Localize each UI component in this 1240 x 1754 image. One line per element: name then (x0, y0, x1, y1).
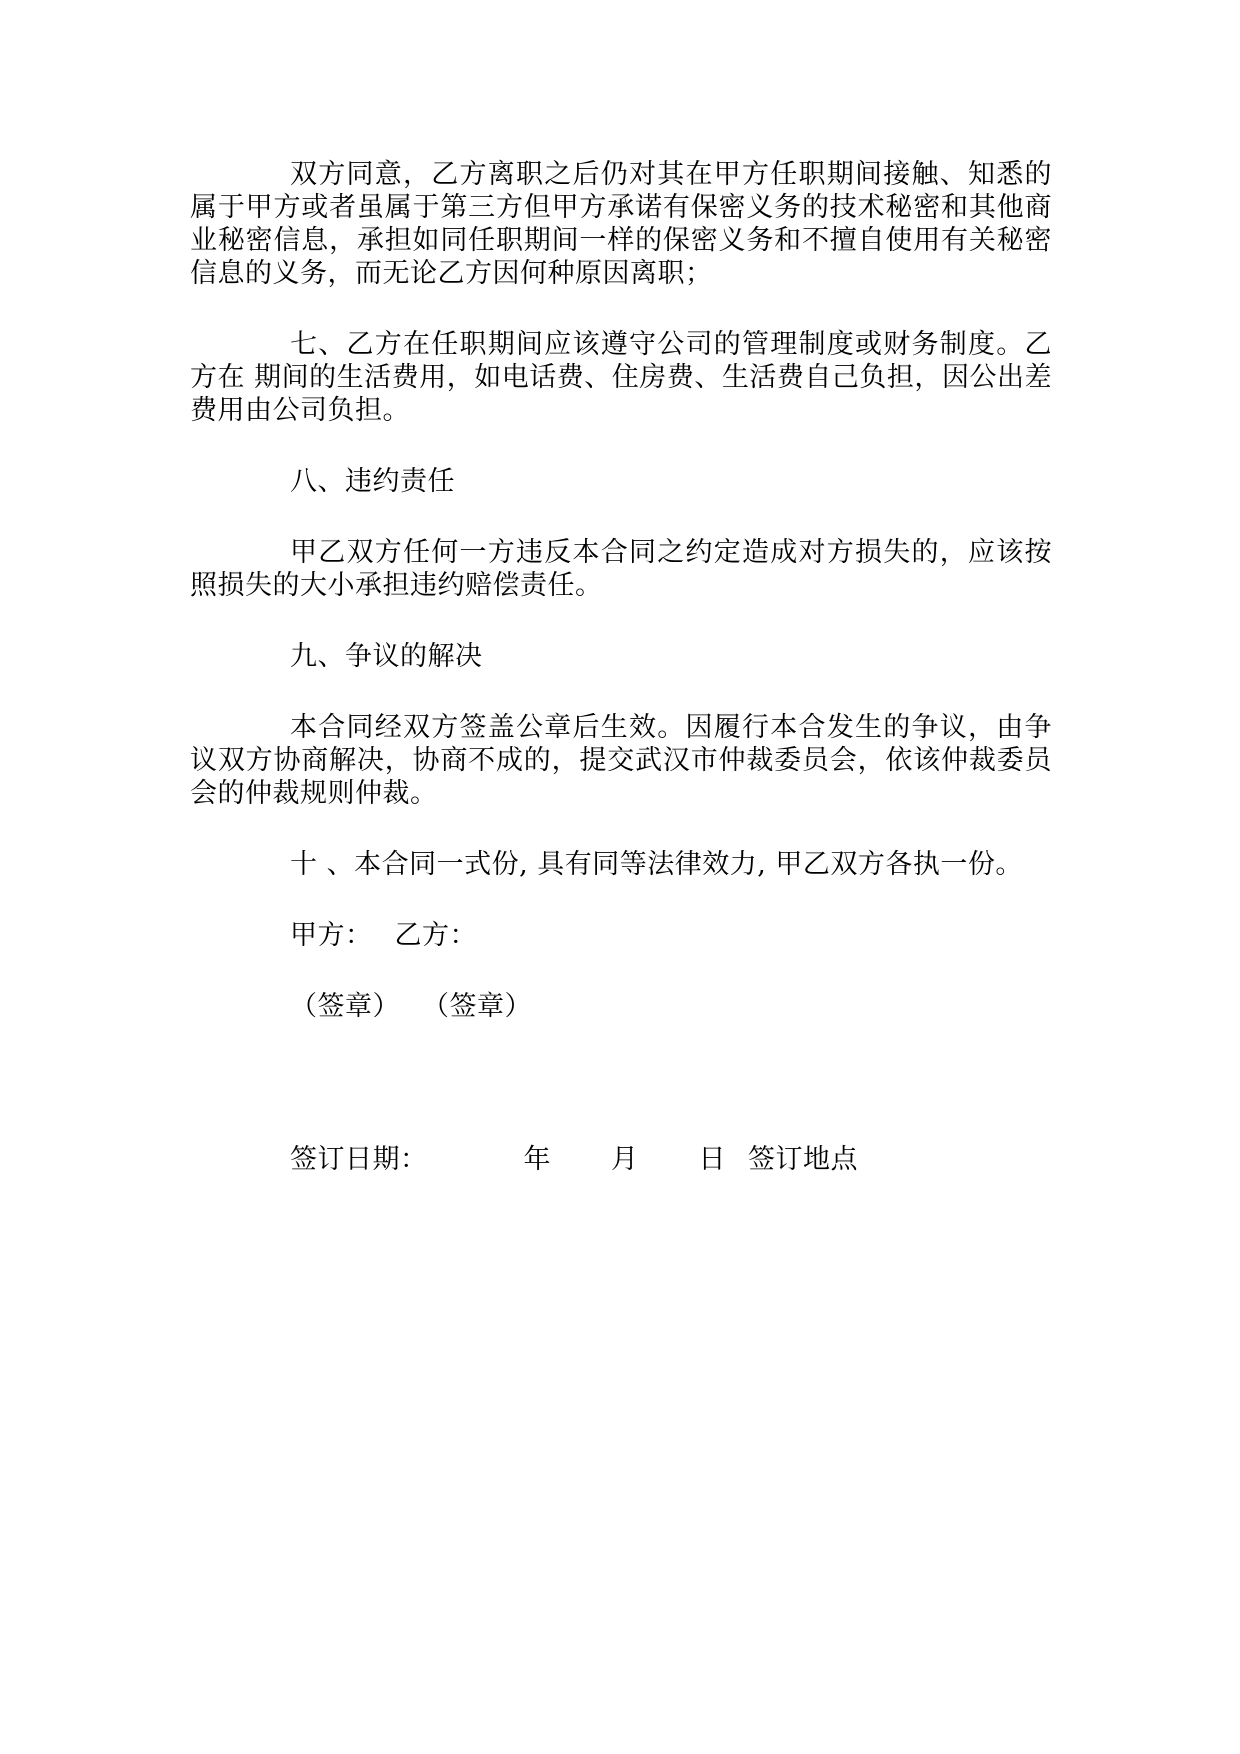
seal-b: （签章） (422, 991, 532, 1022)
clause-nine-heading: 九、争议的解决 (290, 641, 483, 672)
signing-day: 日 (698, 1144, 726, 1175)
signing-month: 月 (611, 1144, 639, 1175)
party-b-label: 乙方： (394, 920, 477, 951)
clause-ten: 十 、本合同一式份, 具有同等法律效力, 甲乙双方各执一份。 (290, 849, 1023, 880)
signing-date-label: 签订日期： (290, 1144, 428, 1175)
confidentiality-clause: 双方同意，乙方离职之后仍对其在甲方任职期间接触、知悉的属于甲方或者虽属于第三方但甲方承诺有保密义务的技术秘密和其他商业秘密信息，承担如同任职期间一样的保密义务和不擅自使用有关秘密信息的义务，而无论乙方因何种原因离职； (190, 159, 1052, 289)
contract-body (190, 158, 1052, 1176)
seals-line (190, 990, 1052, 1023)
signing-year: 年 (523, 1144, 551, 1175)
signing-place-label: 签订地点 (748, 1144, 858, 1175)
breach-liability-clause: 甲乙双方任何一方违反本合同之约定造成对方损失的，应该按照损失的大小承担违约赔偿责任。 (190, 537, 1052, 601)
clause-seven: 七、乙方在任职期间应该遵守公司的管理制度或财务制度。乙方在 期间的生活费用，如电话费、住房费、生活费自己负担，因公出差费用由公司负担。 (190, 329, 1052, 426)
dispute-resolution-clause: 本合同经双方签盖公章后生效。因履行本合发生的争议，由争议双方协商解决，协商不成的，提交武汉市仲裁委员会，依该仲裁委员会的仲裁规则仲裁。 (190, 712, 1052, 809)
signing-line (190, 1143, 1052, 1176)
clause-eight-heading: 八、违约责任 (290, 466, 455, 497)
parties-line (190, 919, 1052, 952)
party-a-label: 甲方： (290, 920, 373, 951)
seal-a: （签章） (290, 991, 400, 1022)
